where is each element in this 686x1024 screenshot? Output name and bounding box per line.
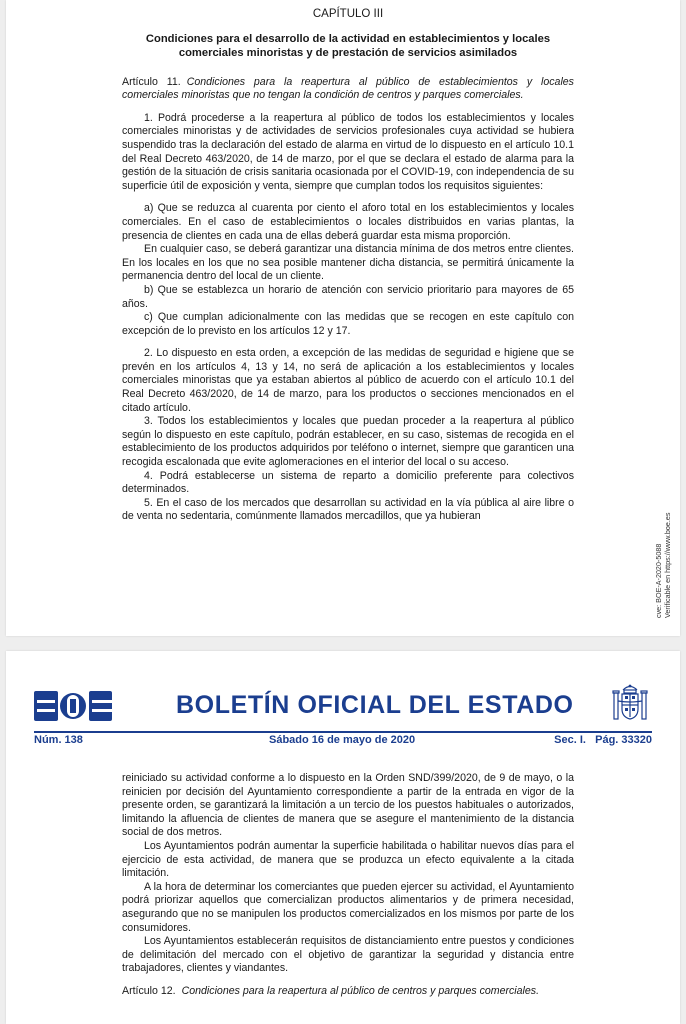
document-page-2 <box>6 651 680 1024</box>
header-rule <box>34 731 652 733</box>
page1-body <box>122 8 574 524</box>
issue-date: Sábado 16 de mayo de 2020 <box>269 734 416 746</box>
paragraph: 5. En el caso de los mercados que desarrollan su actividad en la vía pública al aire libre o de venta no sedentaria, comúnmente llamados mercadillos, que ya hubieran <box>122 496 574 523</box>
paragraph: b) Que se establezca un horario de atención con servicio prioritario para mayores de 65 años. <box>122 283 574 310</box>
document-page-1 <box>6 0 680 636</box>
paragraph: a) Que se reduzca al cuarenta por ciento el aforo total en los establecimientos y locales comerciales. En el caso de establecimientos o locales distribuidos en varias plantas, la presencia de clientes en cada una de ellas deberá guardar esta misma proporción. <box>122 202 574 242</box>
cve-code: cve: BOE-A-2020-5088 <box>654 543 663 618</box>
issue-number: Núm. 138 <box>34 734 83 746</box>
article-title: Condiciones para la reapertura al público de centros y parques comerciales. <box>181 984 540 997</box>
boe-header <box>6 651 680 751</box>
article-title: Condiciones para la reapertura al público de establecimientos y locales comerciales minoristas que no tengan la condición de centros y parques comerciales. <box>122 75 574 102</box>
chapter-heading: CAPÍTULO III <box>312 8 384 20</box>
article-label: Artículo 11. <box>122 75 181 88</box>
paragraph: 4. Podrá establecerse un sistema de reparto a domicilio preferente para colectivos determinados. <box>122 469 574 496</box>
verification-link[interactable]: Verificable en https://www.boe.es <box>663 512 672 618</box>
article-11-heading <box>122 76 574 103</box>
paragraph: Los Ayuntamientos establecerán requisitos de distanciamiento entre puestos y condiciones de delimitación del mercado con el objetivo de garantizar la seguridad y distancia entre trabajadores, clientes y viandantes. <box>122 935 574 975</box>
chapter-title: Condiciones para el desarrollo de la actividad en establecimientos y locales comerciales minoristas y de prestación de servicios asimilados <box>145 32 551 59</box>
paragraph: En cualquier caso, se deberá garantizar una distancia mínima de dos metros entre clientes. En los locales en los que no sea posible mantener dicha distancia, se permitirá únicamente la permanencia dentro del local de un cliente. <box>122 243 574 283</box>
boe-logo <box>34 691 112 721</box>
paragraph: 2. Lo dispuesto en esta orden, a excepción de las medidas de seguridad e higiene que se prevén en los artículos 4, 13 y 14, no será de aplicación a los establecimientos y locales comerciales minoristas que ya estaban abiertos al público de acuerdo con el artículo 10.1 del Real Decreto 463/2020, de 14 de marzo, para los productos o secciones mencionados en el citado artículo. <box>122 347 574 414</box>
paragraph: A la hora de determinar los comerciantes que pueden ejercer su actividad, el Ayuntamiento podrá priorizar aquellos que comercializan productos alimentarios y de primera necesidad, asegurando que no se manipulen los productos comercializados en los mismos por parte de los consumidores. <box>122 880 574 934</box>
article-label: Artículo 12. <box>122 984 176 997</box>
paragraph: 1. Podrá procederse a la reapertura al público de todos los establecimientos y locales comerciales minoristas y de actividades de servicios profesionales cuya actividad se hubiera suspendido tras la declaración del estado de alarma en virtud de lo dispuesto en el artículo 10.1 del Real Decreto 463/2020, de 14 de marzo, por el que se declara el estado de alarma para la gestión de la situación de crisis sanitaria ocasionada por el COVID-19, con independencia de su superficie útil de exposición y venta, siempre que cumplan todos los requisitos siguientes: <box>122 111 574 192</box>
coat-of-arms-icon <box>611 681 649 727</box>
gazette-title: BOLETÍN OFICIAL DEL ESTADO <box>176 691 574 719</box>
article-12-heading <box>122 985 574 999</box>
paragraph: 3. Todos los establecimientos y locales que puedan proceder a la reapertura al público según lo dispuesto en este capítulo, podrán establecer, en su caso, sistemas de recogida en el establecimiento de los productos adquiridos por teléfono o internet, siempre que garanticen una recogida escalonada que evite aglomeraciones en el interior del local o su acceso. <box>122 415 574 469</box>
paragraph: Los Ayuntamientos podrán aumentar la superficie habilitada o habilitar nuevos días para el ejercicio de esta actividad, de manera que se produzca un efecto equivalente a la citada limitación. <box>122 839 574 880</box>
paragraph: c) Que cumplan adicionalmente con las medidas que se recogen en este capítulo con excepción de lo previsto en los artículos 12 y 17. <box>122 311 574 337</box>
section-page: Sec. I. Pág. 33320 <box>554 734 652 746</box>
page2-body <box>122 772 574 999</box>
svg-text:BOE: BOE <box>73 720 76 721</box>
paragraph: reiniciado su actividad conforme a lo dispuesto en la Orden SND/399/2020, de 9 de mayo, o la reinicien por decisión del Ayuntamiento correspondiente a partir de la entrada en vigor de la presente orden, se garantizará la limitación a un tercio de los puestos habituales o autorizados, limitando la afluencia de clientes de manera que se asegure el mantenimiento de la distancia social de dos metros. <box>122 772 574 839</box>
verification-sidebar <box>649 488 677 618</box>
